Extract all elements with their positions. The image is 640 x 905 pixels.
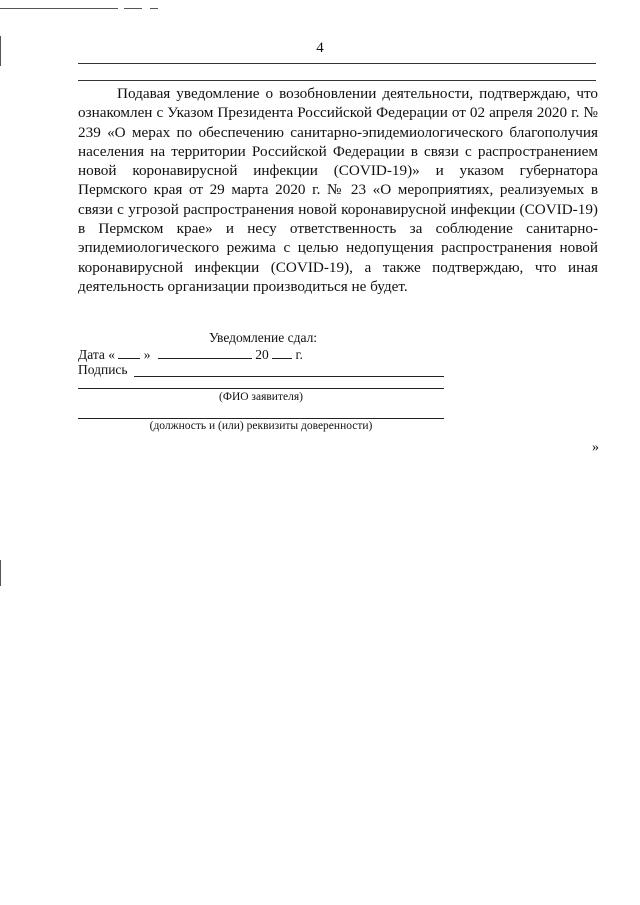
body-paragraph: Подавая уведомление о возобновлении деятельности, подтверждаю, что ознакомлен с Указом Президента Российской Федерации от 02 апреля 2020 г. № 239 «О мерах по обеспечению санитарно-эпидемиологического благополучия населения на территории Российской Федерации в связи с распространением новой коронавирусной инфекции (COVID-19)» и указом губернатора Пермского края от 29 марта 2020 г. № 23 «О мероприятиях, реализуемых в связи с угрозой распространения новой коронавирусной инфекции (COVID-19) в Пермском крае» и несу ответственность за соблюдение санитарно-эпидемиологического режима с целью недопущения распространения новой коронавирусной инфекции (COVID-19), а также подтверждаю, что иная деятельность организации производиться не будет. <box>78 85 598 295</box>
date-label: Дата « <box>78 347 116 362</box>
fio-line[interactable] <box>78 388 444 389</box>
signature-line[interactable] <box>134 376 444 377</box>
scan-mark-top-dot <box>150 8 158 9</box>
body-text <box>78 84 598 296</box>
closing-quote: » <box>592 440 599 455</box>
header-rule-bottom <box>78 80 596 81</box>
header-rule-top <box>78 63 596 64</box>
scan-mark-top <box>0 8 118 9</box>
page-number: 4 <box>316 40 324 56</box>
year-blank[interactable] <box>272 346 292 359</box>
scan-mark-left-2 <box>0 560 1 586</box>
position-caption: (должность и (или) реквизиты доверенности) <box>149 420 373 432</box>
date-line <box>78 346 303 363</box>
scan-mark-top-short <box>124 8 142 9</box>
month-blank[interactable] <box>158 346 252 359</box>
position-line[interactable] <box>78 418 444 419</box>
date-quote-close: » <box>143 347 151 362</box>
fio-caption: (ФИО заявителя) <box>219 391 303 403</box>
signature-label: Подпись <box>78 362 128 377</box>
year-prefix: 20 <box>255 347 269 362</box>
form-heading: Уведомление сдал: <box>209 330 318 345</box>
year-suffix: г. <box>295 347 303 362</box>
day-blank[interactable] <box>118 346 140 359</box>
